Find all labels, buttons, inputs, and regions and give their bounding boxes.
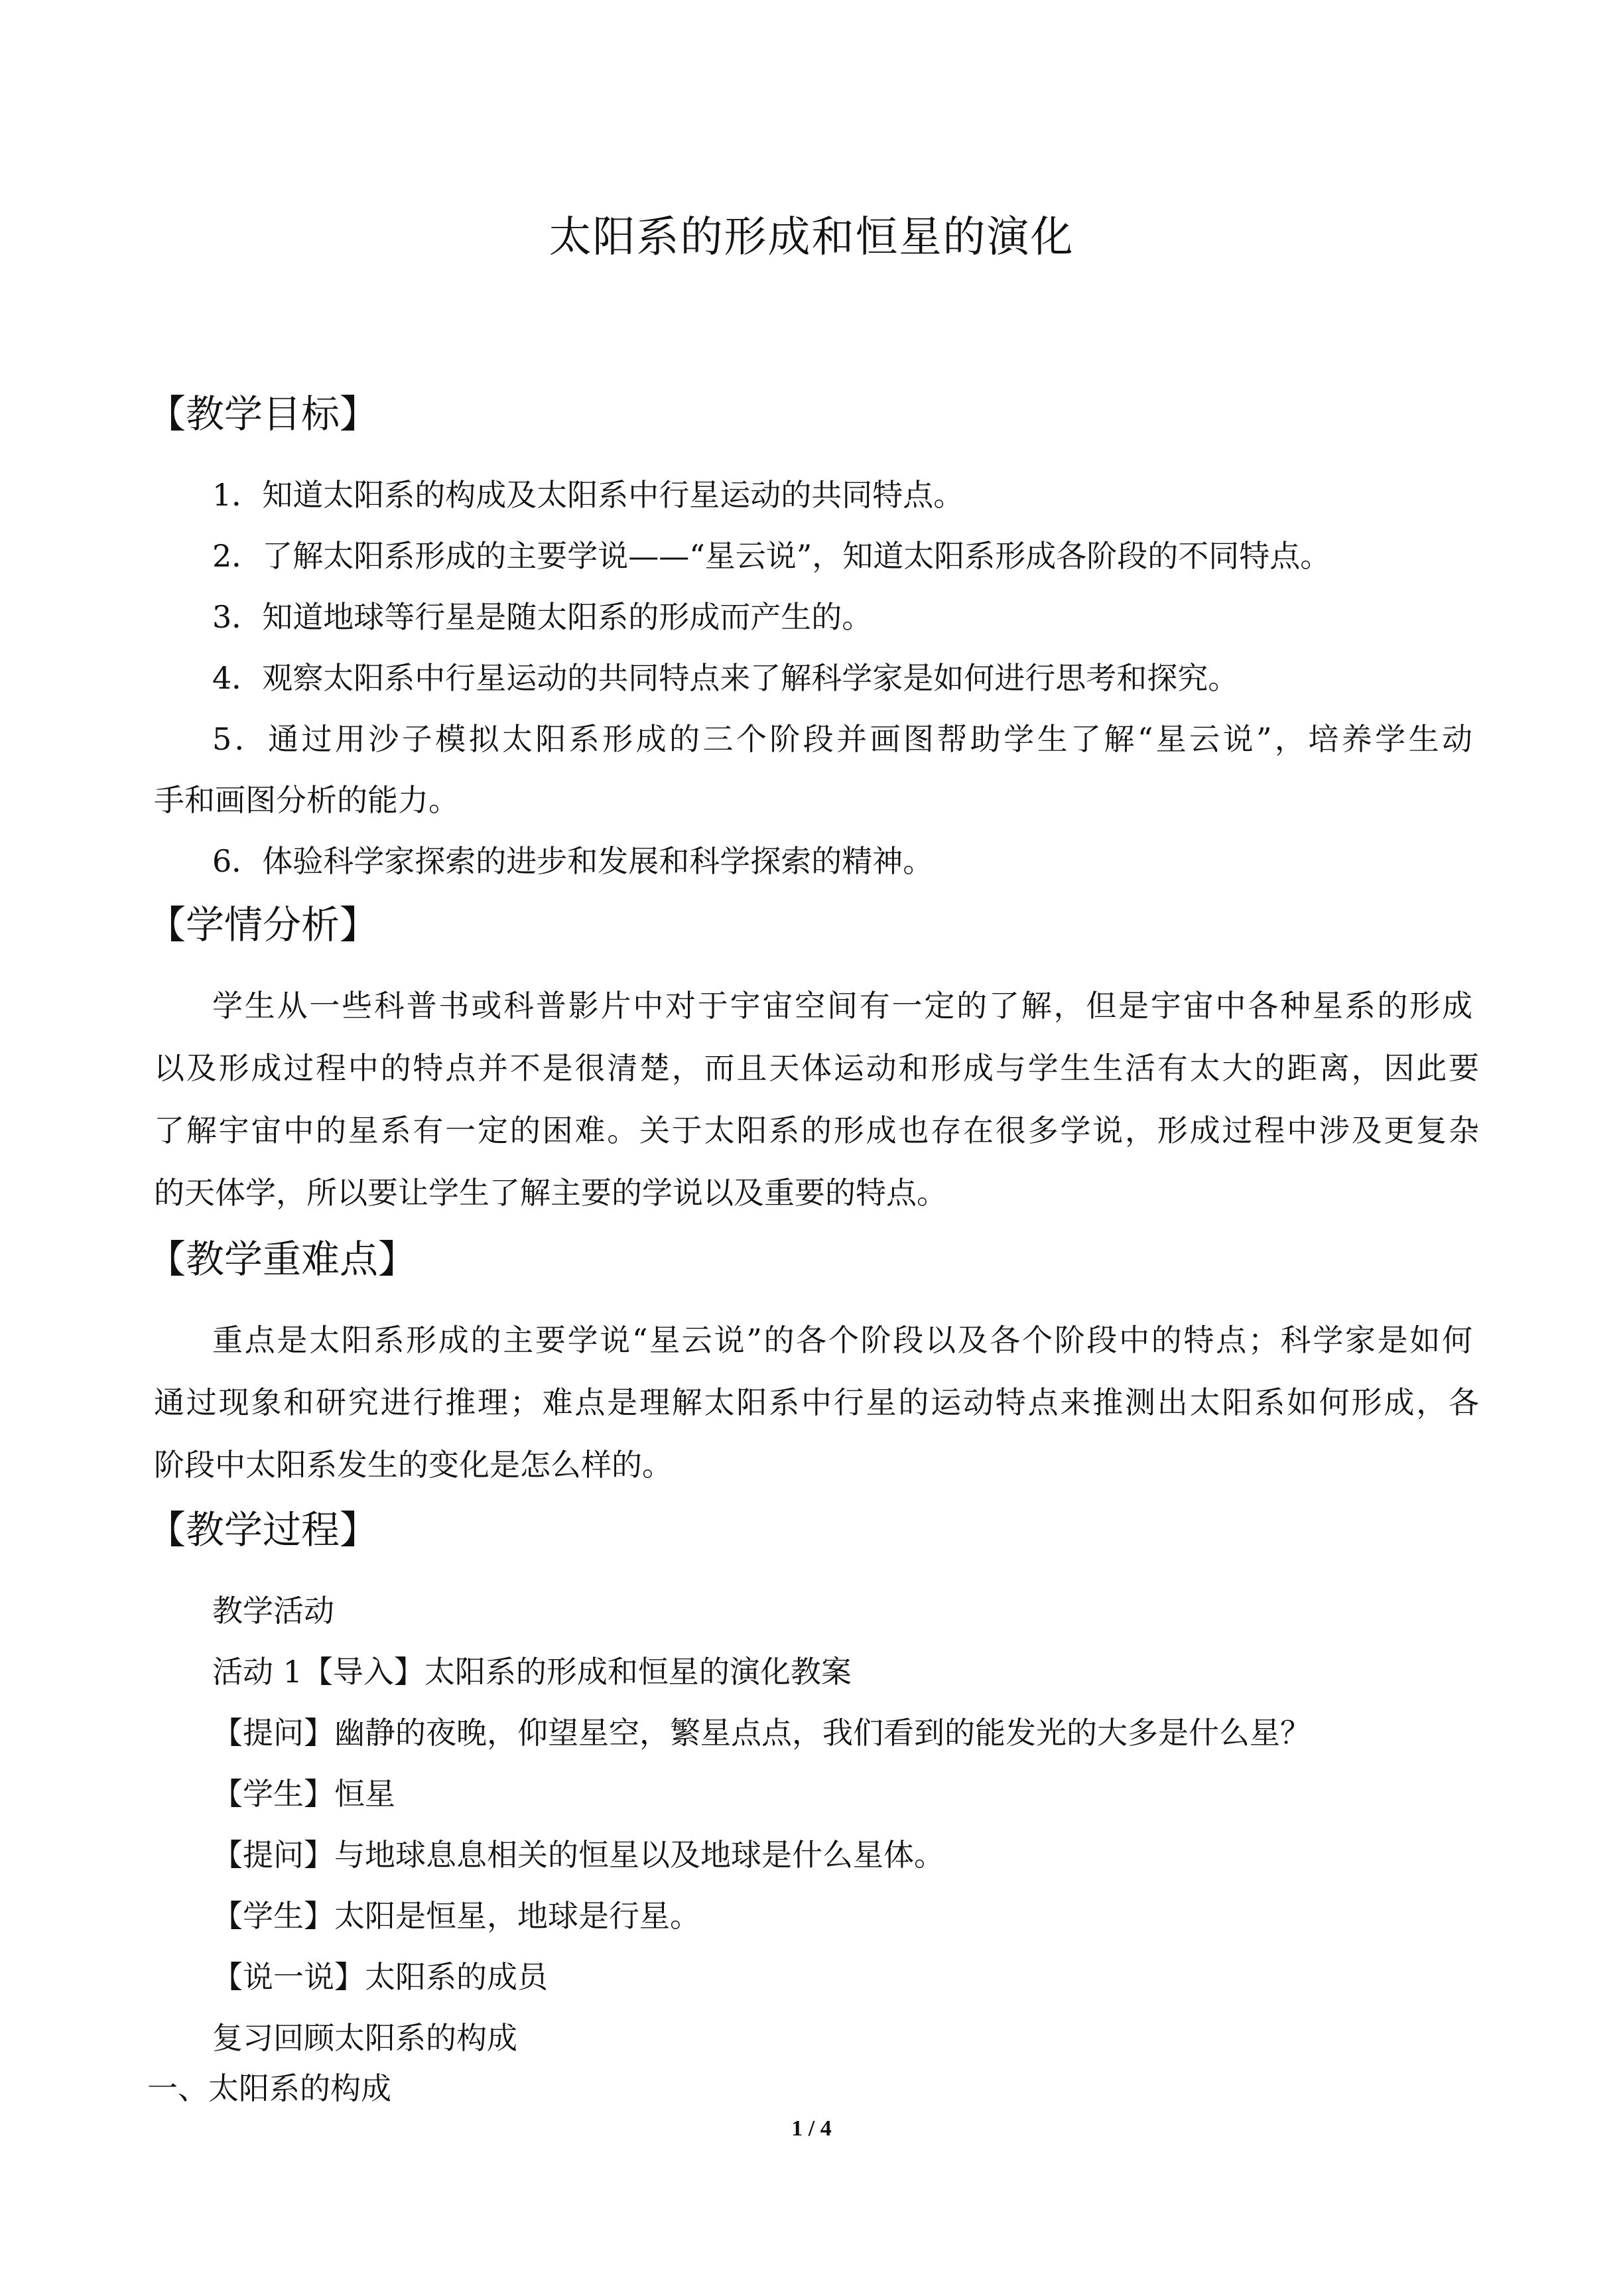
document-title: 太阳系的形成和恒星的演化: [549, 213, 1074, 262]
analysis-line: 的天体学，所以要让学生了解主要的学说以及重要的特点。: [154, 1175, 947, 1211]
section-heading-objectives: 【教学目标】: [147, 391, 379, 437]
keypoints-line: 通过现象和研究进行推理；难点是理解太阳系中行星的运动特点来推测出太阳系如何形成，各: [154, 1384, 1479, 1420]
objective-item: 3．知道地球等行星是随太阳系的形成而产生的。: [212, 599, 873, 635]
process-line: 【学生】恒星: [212, 1776, 395, 1812]
objective-item: 6．体验科学家探索的进步和发展和科学探索的精神。: [212, 843, 934, 879]
objective-item: 1．知道太阳系的构成及太阳系中行星运动的共同特点。: [212, 477, 964, 513]
analysis-line: 了解宇宙中的星系有一定的困难。关于太阳系的形成也存在很多学说，形成过程中涉及更复杂: [154, 1113, 1479, 1148]
keypoints-line: 重点是太阳系形成的主要学说“星云说”的各个阶段以及各个阶段中的特点；科学家是如何: [212, 1322, 1472, 1358]
section-heading-analysis: 【学情分析】: [147, 902, 379, 947]
process-line: 【学生】太阳是恒星，地球是行星。: [212, 1898, 700, 1934]
process-line: 教学活动: [212, 1593, 334, 1629]
objective-item: 4．观察太阳系中行星运动的共同特点来了解科学家是如何进行思考和探究。: [212, 660, 1239, 696]
analysis-line: 以及形成过程中的特点并不是很清楚，而且天体运动和形成与学生生活有太大的距离，因此要: [154, 1050, 1479, 1086]
objective-item: 2．了解太阳系形成的主要学说——“星云说”，知道太阳系形成各阶段的不同特点。: [212, 538, 1331, 574]
process-line: 【提问】与地球息息相关的恒星以及地球是什么星体。: [212, 1837, 944, 1873]
page-number: 1 / 4: [791, 2116, 832, 2141]
process-line: 复习回顾太阳系的构成: [212, 2020, 517, 2056]
section-heading-process: 【教学过程】: [147, 1507, 379, 1552]
process-subheading: 一、太阳系的构成: [147, 2070, 391, 2106]
process-line: 【提问】幽静的夜晚，仰望星空，繁星点点，我们看到的能发光的大多是什么星？: [212, 1715, 1311, 1751]
objective-item-continued: 手和画图分析的能力。: [154, 782, 459, 818]
objective-item: 5．通过用沙子模拟太阳系形成的三个阶段并画图帮助学生了解“星云说”，培养学生动: [212, 721, 1472, 757]
process-line: 【说一说】太阳系的成员: [212, 1959, 548, 1995]
keypoints-line: 阶段中太阳系发生的变化是怎么样的。: [154, 1447, 673, 1483]
section-heading-keypoints: 【教学重难点】: [147, 1237, 417, 1282]
process-line: 活动 1【导入】太阳系的形成和恒星的演化教案: [212, 1654, 852, 1690]
analysis-line: 学生从一些科普书或科普影片中对于宇宙空间有一定的了解，但是宇宙中各种星系的形成: [212, 988, 1472, 1024]
